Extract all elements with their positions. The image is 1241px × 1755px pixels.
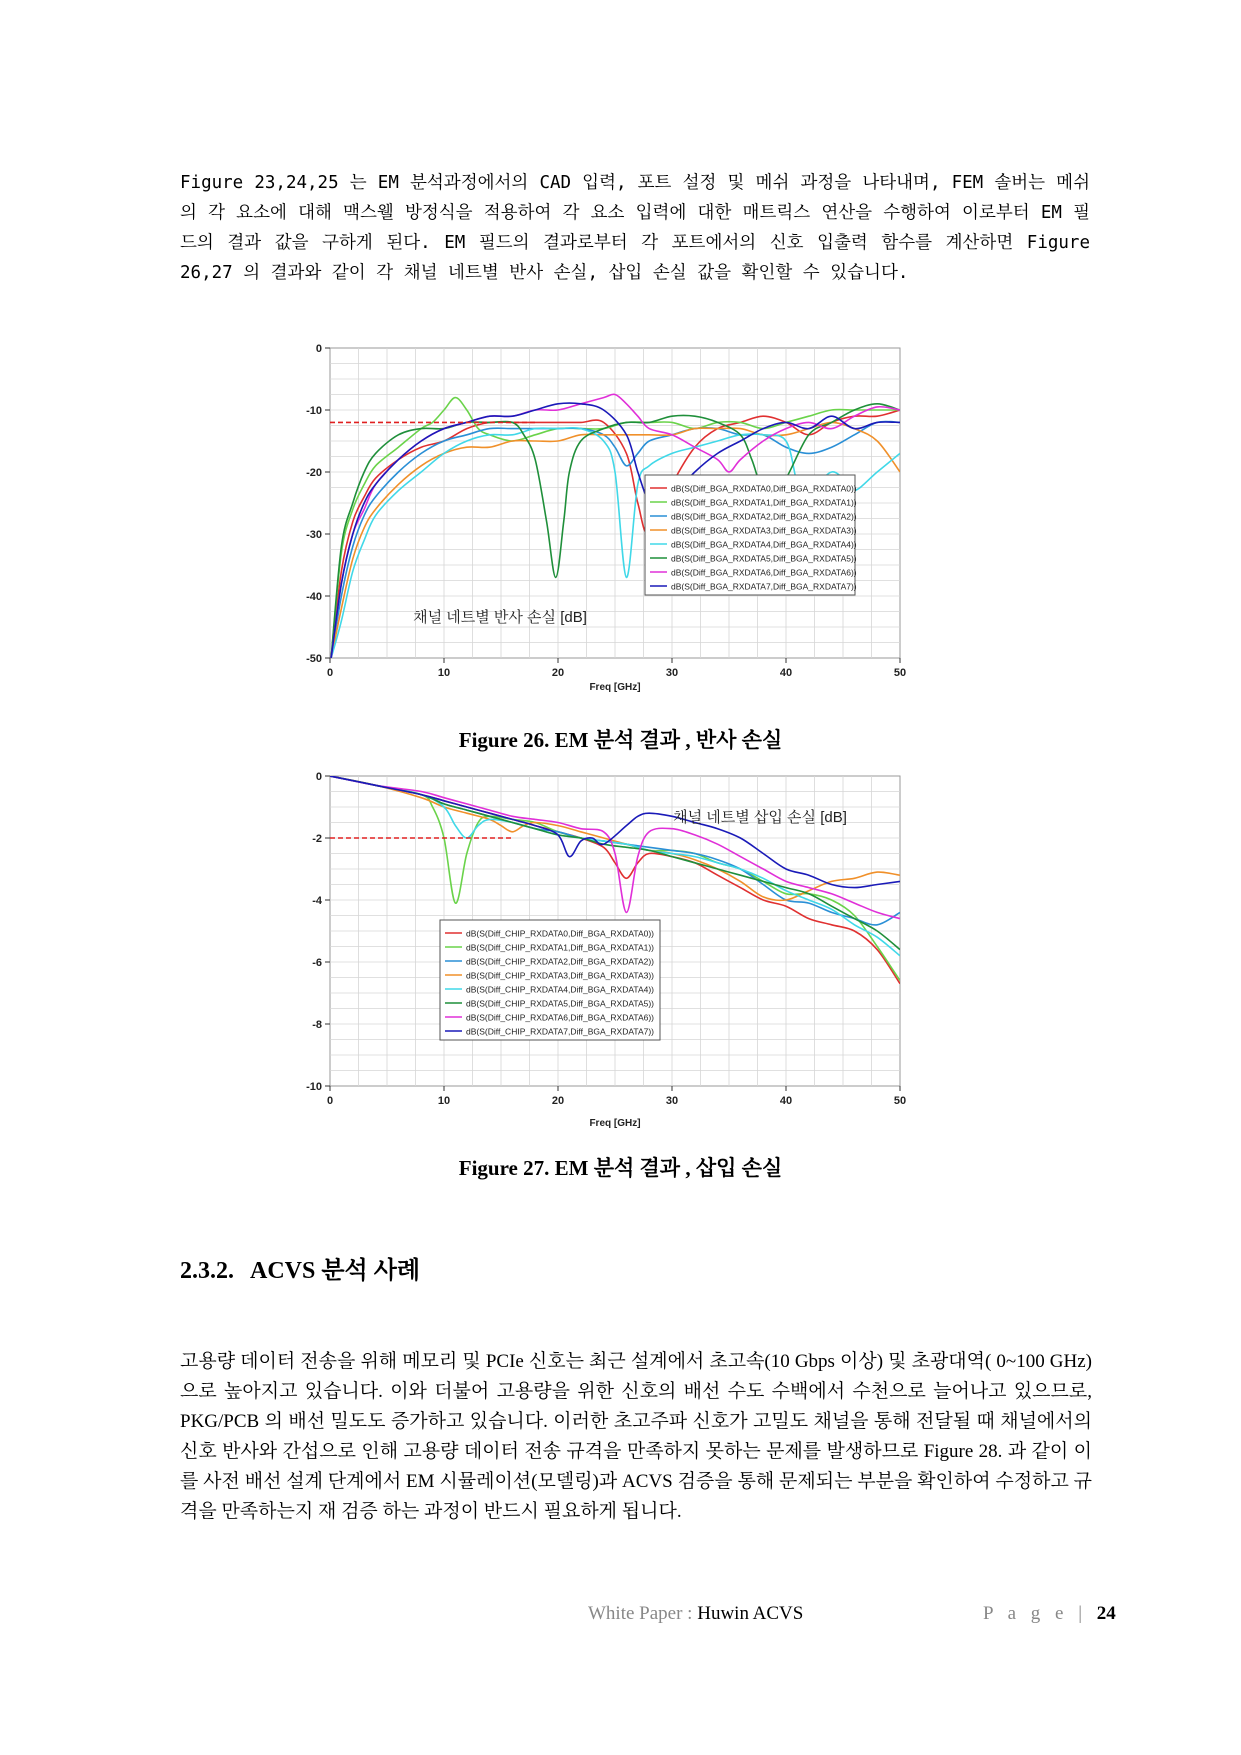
y-tick-label: -20 xyxy=(306,467,322,479)
legend-label-3: dB(S(Diff_BGA_RXDATA3,Diff_BGA_RXDATA3)) xyxy=(671,525,857,536)
x-tick-label: 10 xyxy=(437,667,451,679)
footer-prefix: White Paper : xyxy=(588,1603,698,1624)
y-tick-label: 0 xyxy=(315,771,322,783)
x-tick-label: 10 xyxy=(437,1095,451,1107)
legend-label-6: dB(S(Diff_BGA_RXDATA6,Diff_BGA_RXDATA6)) xyxy=(671,567,857,578)
y-tick-label: -10 xyxy=(306,1081,322,1093)
legend-label-6: dB(S(Diff_CHIP_RXDATA6,Diff_BGA_RXDATA6)) xyxy=(466,1012,654,1023)
return-loss-chart xyxy=(300,340,980,700)
chart-title: 채널 네트별 반사 손실 [dB] xyxy=(413,609,587,626)
section-title: ACVS 분석 사례 xyxy=(250,1258,421,1284)
x-tick-label: 30 xyxy=(665,667,679,679)
page-label: P a g e | xyxy=(983,1603,1097,1624)
y-tick-label: -40 xyxy=(306,591,322,603)
section-number: 2.3.2. xyxy=(180,1258,234,1284)
legend-label-1: dB(S(Diff_BGA_RXDATA1,Diff_BGA_RXDATA1)) xyxy=(671,497,857,508)
legend-label-0: dB(S(Diff_CHIP_RXDATA0,Diff_BGA_RXDATA0)) xyxy=(466,928,654,939)
y-tick-label: -6 xyxy=(312,957,322,969)
x-tick-label: 30 xyxy=(665,1095,679,1107)
x-tick-label: 40 xyxy=(779,667,793,679)
legend-label-5: dB(S(Diff_BGA_RXDATA5,Diff_BGA_RXDATA5)) xyxy=(671,553,857,564)
x-tick-label: 50 xyxy=(893,1095,907,1107)
y-tick-label: -4 xyxy=(312,895,322,907)
legend-label-2: dB(S(Diff_BGA_RXDATA2,Diff_BGA_RXDATA2)) xyxy=(671,511,857,522)
legend-label-4: dB(S(Diff_BGA_RXDATA4,Diff_BGA_RXDATA4)) xyxy=(671,539,857,550)
x-tick-label: 0 xyxy=(326,667,334,679)
page-indicator xyxy=(983,1603,1116,1625)
acvs-paragraph: 고용량 데이터 전송을 위해 메모리 및 PCIe 신호는 최근 설계에서 초고속(10 Gbps 이상) 및 초광대역( 0~100 GHz) 으로 높아지고 있습니다. 이와 더불어 고용량을 위한 신호의 배선 수도 수백에서 수천으로 늘어나고 있으므로, PKG/PCB 의 배선 밀도도 증가하고 있습니다. 이러한 초고주파 신호가 고밀도 채널을 통해 전달될 때 채널에서의 신호 반사와 간섭으로 인해 고용량 데이터 전송 규격을 만족하지 못하는 문제를 발생하므로 Figure 28. 과 같이 이를 사전 배선 설계 단계에서 EM 시뮬레이션(모델링)과 ACVS 검증을 통해 문제되는 부분을 확인하여 수정하고 규격을 만족하는지 재 검증 하는 과정이 반드시 필요하게 됩니다. xyxy=(180,1351,1092,1522)
legend-label-5: dB(S(Diff_CHIP_RXDATA5,Diff_BGA_RXDATA5)) xyxy=(466,998,654,1009)
y-tick-label: -10 xyxy=(306,405,322,417)
figure-27-caption: Figure 27. EM 분석 결과 , 삽입 손실 xyxy=(458,1156,783,1180)
footer-brand: Huwin ACVS xyxy=(697,1603,804,1624)
legend-label-2: dB(S(Diff_CHIP_RXDATA2,Diff_BGA_RXDATA2)) xyxy=(466,956,654,967)
intro-paragraph: Figure 23,24,25 는 EM 분석과정에서의 CAD 입력, 포트 설정 및 메쉬 과정을 나타내며, FEM 솔버는 메쉬의 각 요소에 대해 맥스웰 방정식을 적용하여 각 요소 입력에 대한 매트릭스 연산을 수행하여 이로부터 EM 필드의 결과 값을 구하게 된다. EM 필드의 결과로부터 각 포트에서의 신호 입출력 함수를 계산하면 Figure 26,27 의 결과와 같이 각 채널 네트별 반사 손실, 삽입 손실 값을 확인할 수 있습니다. xyxy=(180,173,1090,283)
section-heading xyxy=(180,1250,420,1285)
y-tick-label: -8 xyxy=(312,1019,322,1031)
x-axis-label: Freq [GHz] xyxy=(589,1118,641,1129)
figure-26-caption: Figure 26. EM 분석 결과 , 반사 손실 xyxy=(458,728,783,752)
legend-label-4: dB(S(Diff_CHIP_RXDATA4,Diff_BGA_RXDATA4)) xyxy=(466,984,654,995)
x-tick-label: 50 xyxy=(893,667,907,679)
legend-label-0: dB(S(Diff_BGA_RXDATA0,Diff_BGA_RXDATA0)) xyxy=(671,483,857,494)
x-tick-label: 0 xyxy=(326,1095,334,1107)
x-axis-label: Freq [GHz] xyxy=(589,682,641,693)
page-number: 24 xyxy=(1096,1603,1116,1624)
chart-title: 채널 네트별 삽입 손실 [dB] xyxy=(673,809,847,826)
legend-label-7: dB(S(Diff_BGA_RXDATA7,Diff_BGA_RXDATA7)) xyxy=(671,581,857,592)
footer-label xyxy=(588,1603,803,1625)
x-tick-label: 40 xyxy=(779,1095,793,1107)
x-tick-label: 20 xyxy=(551,667,565,679)
x-tick-label: 20 xyxy=(551,1095,565,1107)
legend-label-1: dB(S(Diff_CHIP_RXDATA1,Diff_BGA_RXDATA1)) xyxy=(466,942,654,953)
insertion-loss-chart xyxy=(300,770,980,1135)
y-tick-label: -2 xyxy=(312,833,322,845)
y-tick-label: -30 xyxy=(306,529,322,541)
y-tick-label: -50 xyxy=(306,653,322,665)
legend-label-7: dB(S(Diff_CHIP_RXDATA7,Diff_BGA_RXDATA7)) xyxy=(466,1026,654,1037)
y-tick-label: 0 xyxy=(315,343,322,355)
legend-label-3: dB(S(Diff_CHIP_RXDATA3,Diff_BGA_RXDATA3)) xyxy=(466,970,654,981)
